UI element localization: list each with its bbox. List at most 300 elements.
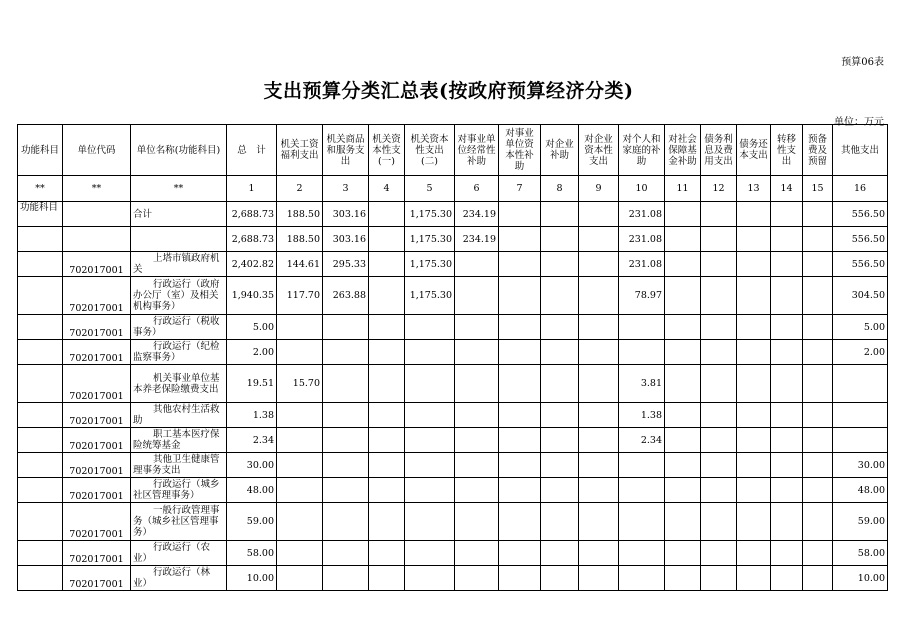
amount-cell <box>803 566 833 591</box>
amount-cell <box>369 227 405 252</box>
column-header: 总 计 <box>227 125 277 176</box>
amount-cell <box>499 503 541 541</box>
column-header: 其他支出 <box>833 125 888 176</box>
amount-cell <box>499 315 541 340</box>
amount-cell <box>323 541 369 566</box>
amount-cell: 48.00 <box>227 478 277 503</box>
amount-cell <box>665 541 701 566</box>
amount-cell <box>579 340 619 365</box>
amount-cell <box>455 315 499 340</box>
amount-cell <box>499 252 541 277</box>
amount-cell: 556.50 <box>833 202 888 227</box>
amount-cell <box>771 478 803 503</box>
amount-cell <box>701 428 737 453</box>
column-index: 2 <box>277 176 323 202</box>
amount-cell <box>619 453 665 478</box>
amount-cell <box>771 252 803 277</box>
unit-code-cell <box>63 227 131 252</box>
unit-name-cell: 机关事业单位基本养老保险缴费支出 <box>131 365 227 403</box>
amount-cell <box>803 202 833 227</box>
column-header: 对事业单位资本性补助 <box>499 125 541 176</box>
amount-cell <box>541 227 579 252</box>
amount-cell <box>277 428 323 453</box>
column-index: 12 <box>701 176 737 202</box>
amount-cell: 2.00 <box>227 340 277 365</box>
amount-cell <box>455 453 499 478</box>
amount-cell <box>737 315 771 340</box>
amount-cell: 231.08 <box>619 202 665 227</box>
unit-name-cell: 合计 <box>131 202 227 227</box>
table-row <box>18 503 888 541</box>
table-row <box>18 252 888 277</box>
unit-name-cell: 一般行政管理事务（城乡社区管理事务） <box>131 503 227 541</box>
amount-cell <box>579 503 619 541</box>
amount-cell <box>737 365 771 403</box>
amount-cell <box>619 340 665 365</box>
amount-cell <box>541 541 579 566</box>
amount-cell <box>369 365 405 403</box>
amount-cell <box>499 428 541 453</box>
amount-cell <box>579 227 619 252</box>
amount-cell <box>277 566 323 591</box>
amount-cell <box>771 202 803 227</box>
amount-cell <box>665 365 701 403</box>
table-row <box>18 566 888 591</box>
column-header: 机关资本性支(一) <box>369 125 405 176</box>
unit-name-cell: 行政运行（林业） <box>131 566 227 591</box>
amount-cell <box>803 453 833 478</box>
column-index: 1 <box>227 176 277 202</box>
page-tag: 预算06表 <box>841 57 884 68</box>
amount-cell <box>665 315 701 340</box>
amount-cell: 1.38 <box>227 403 277 428</box>
amount-cell: 1,175.30 <box>405 277 455 315</box>
amount-cell: 2.00 <box>833 340 888 365</box>
amount-cell <box>803 365 833 403</box>
column-index: 14 <box>771 176 803 202</box>
amount-cell <box>771 315 803 340</box>
amount-cell <box>277 403 323 428</box>
amount-cell <box>803 227 833 252</box>
amount-cell <box>499 403 541 428</box>
column-index: 3 <box>323 176 369 202</box>
column-header: 预备费及预留 <box>803 125 833 176</box>
unit-name-cell: 上塔市镇政府机关 <box>131 252 227 277</box>
amount-cell <box>737 340 771 365</box>
amount-cell <box>277 340 323 365</box>
amount-cell <box>455 340 499 365</box>
table-row <box>18 202 888 227</box>
amount-cell <box>323 503 369 541</box>
amount-cell <box>541 503 579 541</box>
column-index-row <box>18 176 888 202</box>
amount-cell <box>701 315 737 340</box>
amount-cell <box>619 541 665 566</box>
unit-code-cell: 702017001 <box>63 541 131 566</box>
amount-cell <box>369 503 405 541</box>
amount-cell: 5.00 <box>833 315 888 340</box>
amount-cell <box>701 252 737 277</box>
amount-cell: 30.00 <box>833 453 888 478</box>
column-index: 6 <box>455 176 499 202</box>
function-subject-cell <box>18 227 63 252</box>
column-header: 机关资本性支出(二) <box>405 125 455 176</box>
amount-cell <box>499 365 541 403</box>
amount-cell <box>579 315 619 340</box>
amount-cell <box>323 365 369 403</box>
amount-cell <box>803 252 833 277</box>
amount-cell <box>541 277 579 315</box>
amount-cell: 1.38 <box>619 403 665 428</box>
amount-cell <box>499 566 541 591</box>
function-subject-cell <box>18 365 63 403</box>
amount-cell <box>701 365 737 403</box>
amount-cell: 556.50 <box>833 227 888 252</box>
column-header: 机关商品和服务支出 <box>323 125 369 176</box>
amount-cell <box>323 566 369 591</box>
function-subject-cell <box>18 541 63 566</box>
amount-cell: 1,940.35 <box>227 277 277 315</box>
column-index: 8 <box>541 176 579 202</box>
function-subject-cell <box>18 453 63 478</box>
amount-cell <box>665 340 701 365</box>
amount-cell <box>369 252 405 277</box>
amount-cell <box>455 503 499 541</box>
amount-cell <box>369 428 405 453</box>
unit-name-cell: 行政运行（城乡社区管理事务） <box>131 478 227 503</box>
amount-cell: 1,175.30 <box>405 202 455 227</box>
amount-cell <box>405 503 455 541</box>
amount-cell: 295.33 <box>323 252 369 277</box>
column-header: 债务利息及费用支出 <box>701 125 737 176</box>
amount-cell <box>665 453 701 478</box>
column-index: 15 <box>803 176 833 202</box>
amount-cell <box>833 403 888 428</box>
amount-cell <box>455 252 499 277</box>
amount-cell <box>277 453 323 478</box>
amount-cell <box>369 478 405 503</box>
amount-cell <box>833 428 888 453</box>
amount-cell <box>323 478 369 503</box>
amount-cell <box>737 403 771 428</box>
column-header: 对企业资本性支出 <box>579 125 619 176</box>
amount-cell: 231.08 <box>619 252 665 277</box>
amount-cell: 59.00 <box>227 503 277 541</box>
amount-cell <box>737 503 771 541</box>
amount-cell: 303.16 <box>323 227 369 252</box>
amount-cell <box>771 227 803 252</box>
column-index: 10 <box>619 176 665 202</box>
amount-cell: 1,175.30 <box>405 227 455 252</box>
column-header: 对企业补助 <box>541 125 579 176</box>
column-index: 5 <box>405 176 455 202</box>
table-row <box>18 403 888 428</box>
amount-cell: 231.08 <box>619 227 665 252</box>
amount-cell: 58.00 <box>227 541 277 566</box>
unit-name-cell: 行政运行（税收事务） <box>131 315 227 340</box>
amount-cell <box>701 503 737 541</box>
amount-cell <box>499 541 541 566</box>
table-row <box>18 315 888 340</box>
amount-cell <box>701 566 737 591</box>
column-index: ** <box>63 176 131 202</box>
function-subject-cell <box>18 340 63 365</box>
budget-table <box>17 124 888 591</box>
amount-cell <box>803 403 833 428</box>
amount-cell <box>499 277 541 315</box>
function-subject-cell <box>18 503 63 541</box>
column-index: ** <box>131 176 227 202</box>
amount-cell <box>619 503 665 541</box>
amount-cell: 10.00 <box>227 566 277 591</box>
amount-cell <box>771 340 803 365</box>
unit-code-cell: 702017001 <box>63 403 131 428</box>
amount-cell <box>369 315 405 340</box>
amount-cell: 188.50 <box>277 227 323 252</box>
page-title: 支出预算分类汇总表(按政府预算经济分类) <box>263 80 634 102</box>
amount-cell <box>579 541 619 566</box>
amount-cell <box>541 340 579 365</box>
column-index: 4 <box>369 176 405 202</box>
unit-name-cell <box>131 227 227 252</box>
table-row <box>18 541 888 566</box>
amount-cell <box>369 202 405 227</box>
amount-cell: 15.70 <box>277 365 323 403</box>
amount-cell <box>323 403 369 428</box>
table-row <box>18 227 888 252</box>
function-subject-cell <box>18 403 63 428</box>
amount-cell <box>701 478 737 503</box>
column-index: ** <box>18 176 63 202</box>
amount-cell <box>701 227 737 252</box>
table-row <box>18 365 888 403</box>
amount-cell <box>771 503 803 541</box>
amount-cell <box>369 453 405 478</box>
amount-cell <box>771 365 803 403</box>
column-index: 9 <box>579 176 619 202</box>
amount-cell: 2,688.73 <box>227 227 277 252</box>
amount-cell <box>541 315 579 340</box>
unit-code-cell: 702017001 <box>63 453 131 478</box>
unit-code-cell: 702017001 <box>63 340 131 365</box>
amount-cell: 59.00 <box>833 503 888 541</box>
amount-cell <box>737 453 771 478</box>
amount-cell <box>701 202 737 227</box>
unit-name-cell: 行政运行（纪检监察事务） <box>131 340 227 365</box>
amount-cell: 19.51 <box>227 365 277 403</box>
amount-cell <box>665 227 701 252</box>
amount-cell: 58.00 <box>833 541 888 566</box>
function-subject-cell <box>18 566 63 591</box>
amount-cell <box>771 277 803 315</box>
amount-cell: 117.70 <box>277 277 323 315</box>
amount-cell <box>541 453 579 478</box>
amount-cell <box>405 403 455 428</box>
amount-cell <box>405 365 455 403</box>
table-row <box>18 478 888 503</box>
amount-cell <box>701 541 737 566</box>
amount-cell <box>541 202 579 227</box>
amount-cell: 78.97 <box>619 277 665 315</box>
amount-cell <box>323 453 369 478</box>
amount-cell: 144.61 <box>277 252 323 277</box>
unit-code-cell: 702017001 <box>63 428 131 453</box>
amount-cell <box>369 277 405 315</box>
amount-cell: 2,688.73 <box>227 202 277 227</box>
amount-cell <box>499 340 541 365</box>
unit-name-cell: 行政运行（农业） <box>131 541 227 566</box>
unit-name-cell: 行政运行（政府办公厅（室）及相关机构事务） <box>131 277 227 315</box>
amount-cell <box>499 453 541 478</box>
amount-cell <box>803 478 833 503</box>
amount-cell <box>541 403 579 428</box>
function-subject-cell <box>18 252 63 277</box>
table-row <box>18 340 888 365</box>
unit-code-cell: 702017001 <box>63 277 131 315</box>
amount-cell <box>277 478 323 503</box>
unit-code-cell <box>63 202 131 227</box>
amount-cell <box>499 478 541 503</box>
amount-cell <box>803 277 833 315</box>
column-index: 13 <box>737 176 771 202</box>
column-header: 对社会保障基金补助 <box>665 125 701 176</box>
amount-cell <box>803 315 833 340</box>
amount-cell: 2,402.82 <box>227 252 277 277</box>
amount-cell <box>455 541 499 566</box>
amount-cell <box>665 428 701 453</box>
column-header: 债务还本支出 <box>737 125 771 176</box>
amount-cell <box>541 566 579 591</box>
amount-cell <box>405 478 455 503</box>
amount-cell: 2.34 <box>227 428 277 453</box>
amount-cell <box>803 340 833 365</box>
amount-cell <box>665 503 701 541</box>
amount-cell: 1,175.30 <box>405 252 455 277</box>
amount-cell: 2.34 <box>619 428 665 453</box>
function-subject-cell <box>18 428 63 453</box>
amount-cell <box>541 428 579 453</box>
column-header: 对事业单位经常性补助 <box>455 125 499 176</box>
amount-cell <box>579 202 619 227</box>
amount-cell <box>619 478 665 503</box>
unit-code-cell: 702017001 <box>63 315 131 340</box>
column-index: 11 <box>665 176 701 202</box>
column-header: 单位名称(功能科目) <box>131 125 227 176</box>
amount-cell: 10.00 <box>833 566 888 591</box>
amount-cell <box>833 365 888 403</box>
amount-cell: 5.00 <box>227 315 277 340</box>
amount-cell <box>455 478 499 503</box>
amount-cell <box>455 403 499 428</box>
unit-code-cell: 702017001 <box>63 503 131 541</box>
amount-cell <box>579 277 619 315</box>
function-subject-cell <box>18 478 63 503</box>
amount-cell <box>665 202 701 227</box>
amount-cell <box>405 541 455 566</box>
table-row <box>18 277 888 315</box>
amount-cell <box>323 315 369 340</box>
amount-cell <box>701 340 737 365</box>
amount-cell <box>277 503 323 541</box>
amount-cell <box>771 403 803 428</box>
amount-cell <box>455 365 499 403</box>
amount-cell <box>771 453 803 478</box>
amount-cell <box>803 541 833 566</box>
amount-cell <box>579 566 619 591</box>
amount-cell <box>665 277 701 315</box>
amount-cell <box>737 252 771 277</box>
amount-cell <box>499 227 541 252</box>
amount-cell: 188.50 <box>277 202 323 227</box>
unit-name-cell: 其他农村生活救助 <box>131 403 227 428</box>
amount-cell <box>701 403 737 428</box>
unit-code-cell: 702017001 <box>63 566 131 591</box>
amount-cell <box>369 541 405 566</box>
column-index: 7 <box>499 176 541 202</box>
amount-cell <box>405 340 455 365</box>
amount-cell: 48.00 <box>833 478 888 503</box>
amount-cell <box>771 566 803 591</box>
amount-cell <box>803 503 833 541</box>
amount-cell <box>737 227 771 252</box>
amount-cell <box>665 252 701 277</box>
function-subject-cell: 功能科目 <box>18 202 63 227</box>
amount-cell <box>369 403 405 428</box>
unit-name-cell: 职工基本医疗保险统筹基金 <box>131 428 227 453</box>
amount-cell <box>277 541 323 566</box>
amount-cell: 30.00 <box>227 453 277 478</box>
amount-cell <box>405 428 455 453</box>
amount-cell <box>701 277 737 315</box>
table-header-row <box>18 125 888 176</box>
amount-cell <box>579 403 619 428</box>
amount-cell <box>737 478 771 503</box>
amount-cell <box>455 277 499 315</box>
amount-cell <box>541 252 579 277</box>
column-header: 对个人和家庭的补助 <box>619 125 665 176</box>
amount-cell <box>369 566 405 591</box>
column-index: 16 <box>833 176 888 202</box>
table-row <box>18 428 888 453</box>
table-row <box>18 453 888 478</box>
amount-cell <box>323 340 369 365</box>
amount-cell: 3.81 <box>619 365 665 403</box>
amount-cell <box>771 428 803 453</box>
unit-code-cell: 702017001 <box>63 478 131 503</box>
amount-cell: 263.88 <box>323 277 369 315</box>
amount-cell <box>579 478 619 503</box>
amount-cell: 304.50 <box>833 277 888 315</box>
amount-cell <box>737 277 771 315</box>
amount-cell <box>405 566 455 591</box>
amount-cell <box>701 453 737 478</box>
column-header: 功能科目 <box>18 125 63 176</box>
amount-cell <box>405 315 455 340</box>
amount-cell: 303.16 <box>323 202 369 227</box>
amount-cell <box>665 566 701 591</box>
column-header: 转移性支出 <box>771 125 803 176</box>
amount-cell <box>737 566 771 591</box>
amount-cell <box>737 428 771 453</box>
amount-cell: 234.19 <box>455 202 499 227</box>
amount-cell <box>771 541 803 566</box>
amount-cell <box>455 566 499 591</box>
amount-cell <box>541 365 579 403</box>
amount-cell <box>803 428 833 453</box>
unit-code-cell: 702017001 <box>63 252 131 277</box>
amount-cell <box>369 340 405 365</box>
amount-cell <box>277 315 323 340</box>
